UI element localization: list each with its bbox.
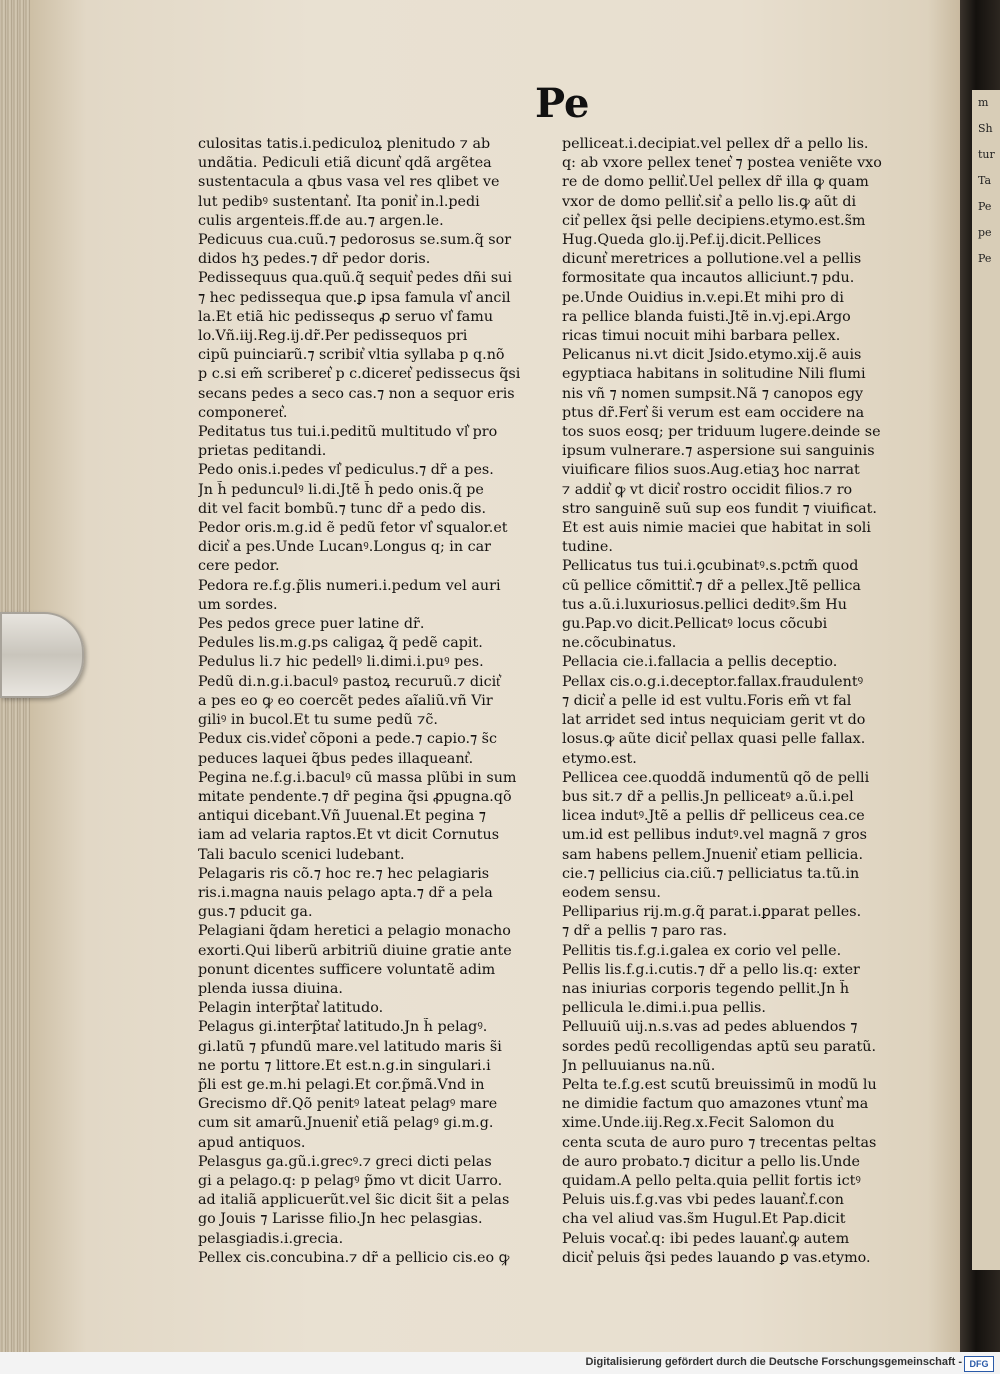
text-line: iam ad velaria raptos.Et vt dicit Cornutus	[198, 827, 500, 844]
text-line: quidam.A pello pelta.quia pellit fortis ictꝰ	[562, 1172, 861, 1189]
text-line: Pellitis tis.f.g.i.galea ex corio vel pelle.	[562, 942, 842, 959]
footer-bar	[0, 1352, 1000, 1374]
text-line: Et est auis nimie maciei que habitat in soli	[562, 520, 871, 537]
text-line: Pedũ di.n.g.i.baculꝰ pastoꝝ recuruũ.⁊ dicit͛	[198, 673, 501, 690]
text-line: ad italiã applicuerũt.vel s̃ic dicit s̃it a pelas	[198, 1192, 510, 1209]
text-line: Pellacia cie.i.fallacia a pellis deceptio.	[562, 654, 838, 671]
text-line: Pedux cis.videt͛ cõponi a pede.⁊ capio.⁊ s̃c	[198, 731, 497, 748]
text-line: Pelagin interp̃tat͛ latitudo.	[198, 1000, 384, 1017]
text-line: ptus dr̃.Fert͛ s̃i verum est eam occidere na	[562, 404, 865, 421]
text-line: ne portu ⁊ littore.Et est.n.g.in singulari.i	[198, 1057, 491, 1074]
text-line: Hug.Queda glo.ij.Pef.ij.dicit.Pellices	[562, 232, 822, 249]
text-line: cũ pellice cõmittit͛.⁊ dr̃ a pellex.Jtẽ pellica	[562, 577, 861, 594]
text-line: dicunt͛ meretrices a pollutione.vel a pellis	[562, 251, 862, 268]
footer-credit: Digitalisierung gefördert durch die Deutsche Forschungsgemeinschaft -	[585, 1356, 962, 1368]
text-line: Tali baculo scenici ludebant.	[198, 846, 405, 863]
text-line: dit vel facit bombũ.⁊ tunc dr̃ a pedo dis.	[198, 500, 487, 517]
text-line: prietas peditandi.	[198, 443, 327, 460]
text-line: dicit͛ peluis q̃si pedes lauando ꝑ vas.etymo.	[562, 1249, 871, 1266]
next-page-edge	[972, 90, 1000, 1270]
page-clip	[0, 612, 84, 698]
next-page-fragment: m	[978, 96, 989, 109]
text-line: cie.⁊ pellicius cia.ciũ.⁊ pelliciatus ta.tũ.in	[562, 865, 860, 882]
text-line: componeret͛.	[198, 404, 288, 421]
text-line: nas iniurias corporis tegendo pellit.Jn h̃	[562, 980, 850, 997]
text-line: tus a.ũ.i.luxuriosus.pellici deditꝰ.s̃m Hu	[562, 596, 847, 613]
text-line: nis vñ ⁊ nomen sumpsit.Nã ⁊ canopos egy	[562, 385, 864, 402]
text-line: bus sit.⁊ dr̃ a pellis.Jn pelliceatꝰ a.ũ.i.pel	[562, 788, 854, 805]
text-line: Pelagaris ris cõ.⁊ hoc re.⁊ hec pelagiaris	[198, 865, 490, 882]
text-line: Pedora re.f.g.p̃lis numeri.i.pedum vel auri	[198, 577, 501, 594]
text-line: exorti.Qui liberũ arbitriũ diuine gratie ante	[198, 942, 512, 959]
text-line: ponunt dicentes sufficere voluntatẽ adim	[198, 961, 496, 978]
text-line: pelasgiadis.i.grecia.	[198, 1230, 344, 1247]
text-line: ris.i.magna nauis pelago apta.⁊ dr̃ a pela	[198, 884, 493, 901]
text-line: um.id est pellibus indutꝰ.vel magnã ⁊ gros	[562, 827, 867, 844]
text-line: sordes pedũ recolligendas aptũ seu paratũ.	[562, 1038, 877, 1055]
text-line: pellicula le.dimi.i.pua pellis.	[562, 1000, 766, 1017]
text-line: q: ab vxore pellex tenet͛ ⁊ postea veniẽte vxo	[562, 155, 882, 172]
text-line: ⁊ dr̃ a pellis ⁊ paro ras.	[562, 923, 728, 940]
text-line: cha vel aliud vas.s̃m Hugul.Et Pap.dicit	[562, 1211, 846, 1228]
text-line: Peluis vocat͛.q: ibi pedes lauant͛.ꝙ autem	[562, 1230, 850, 1247]
text-line: apud antiquos.	[198, 1134, 306, 1151]
text-line: tos suos eosq; per triduum lugere.deinde se	[562, 424, 881, 441]
text-line: viuificare filios suos.Aug.etiaʒ hoc narrat	[562, 462, 860, 479]
text-line: secans pedes a seco cas.⁊ non a sequor eris	[198, 385, 515, 402]
text-line: Pes pedos grece puer latine dr̃.	[198, 616, 425, 633]
text-line: Pedo onis.i.pedes vl͛ pediculus.⁊ dr̃ a pes.	[198, 462, 494, 479]
text-line: Pellax cis.o.g.i.deceptor.fallax.fraudulentꝰ	[562, 673, 864, 690]
text-line: p c.si em̃ scriberet͛ p c.diceret͛ pedissecus q̃si	[198, 366, 521, 383]
text-line: a pes eo ꝙ eo coercẽt pedes aĩaliũ.vñ Vir	[198, 692, 493, 709]
text-line: lut pedibꝰ sustentant͛. Ita ponit͛ in.l.pedi	[198, 193, 480, 210]
text-line: etymo.est.	[562, 750, 637, 767]
next-page-fragment: tur	[978, 148, 995, 161]
text-line: lo.Vñ.iij.Reg.ij.dr̃.Per pedissequos pri	[198, 328, 468, 345]
next-page-fragment: Pe	[978, 200, 992, 213]
next-page-fragment: pe	[978, 226, 992, 239]
text-line: Jn h̃ pedunculꝰ li.di.Jtẽ h̃ pedo onis.q̃ pe	[198, 481, 484, 498]
next-page-fragment: Pe	[978, 252, 992, 265]
text-line: Peluis uis.f.g.vas vbi pedes lauant͛.f.con	[562, 1192, 844, 1209]
text-line: Peditatus tus tui.i.peditũ multitudo vl͛ pro	[198, 424, 498, 441]
text-line: tudine.	[562, 539, 613, 556]
text-line: Pelagus gi.interp̃tat͛ latitudo.Jn h̃ pelagꝰ.	[198, 1019, 488, 1036]
text-line: Pedicuus cua.cuũ.⁊ pedorosus se.sum.q̃ sor	[198, 232, 512, 249]
next-page-fragment: Ta	[978, 174, 992, 187]
text-line: stro sanguinẽ suũ sup eos fundit ⁊ viuificat.	[562, 500, 877, 517]
text-line: Pelicanus ni.vt dicit Jsido.etymo.xij.ẽ auis	[562, 347, 862, 364]
text-line: sam habens pellem.Jnuenit͛ etiam pellicia.	[562, 846, 864, 863]
text-line: Pedissequus qua.quũ.q̃ sequit͛ pedes dñi sui	[198, 270, 512, 287]
text-line: re de domo pellit͛.Uel pellex dr̃ illa ꝙ quam	[562, 174, 869, 191]
text-line: lat arridet sed intus nequiciam gerit vt do	[562, 712, 866, 729]
text-line: formositate qua incautos alliciunt.⁊ pdu.	[562, 270, 855, 287]
text-line: gi a pelago.q: p pelagꝰ p̃mo vt dicit Uarro.	[198, 1172, 503, 1189]
text-line: pe.Unde Ouidius in.v.epi.Et mihi pro di	[562, 289, 844, 306]
text-line: p̃li est ge.m.hi pelagi.Et cor.p̃mã.Vnd in	[198, 1076, 485, 1093]
text-line: licea indutꝰ.Jtẽ a pellis dr̃ pelliceus cea.ce	[562, 808, 865, 825]
text-line: Pedulus li.⁊ hic pedellꝰ li.dimi.i.puꝰ pes.	[198, 654, 484, 671]
text-line: Pelta te.f.g.est scutũ breuissimũ in modũ lu	[562, 1076, 877, 1093]
text-line: didos hʒ pedes.⁊ dr̃ pedor doris.	[198, 251, 431, 268]
text-line: ⁊ dicit͛ a pelle id est vultu.Foris em̃ vt fal	[562, 692, 852, 709]
text-line: Pellicea cee.quoddã indumentũ qõ de pelli	[562, 769, 870, 786]
text-line: ⁊ hec pedissequa que.ꝑ ipsa famula vl͛ ancil	[198, 289, 511, 306]
next-page-fragment: Sh	[978, 122, 993, 135]
text-line: um sordes.	[198, 596, 278, 613]
text-line: ra pellice blanda fuisti.Jtẽ in.vj.epi.Argo	[562, 308, 851, 325]
text-line: losus.ꝙ aũte dicit͛ pellax quasi pelle fallax.	[562, 731, 866, 748]
text-line: go Jouis ⁊ Larisse filio.Jn hec pelasgias.	[198, 1211, 483, 1228]
text-line: egyptiaca habitans in solitudine Nili flumi	[562, 366, 866, 383]
text-line: peduces laquei q̃bus pedes illaqueant͛.	[198, 750, 474, 767]
text-line: culis argenteis.ff.de au.⁊ argen.le.	[198, 212, 444, 229]
text-line: plenda iussa diuina.	[198, 980, 343, 997]
text-line: Pelluuiũ uij.n.s.vas ad pedes abluendos ⁊	[562, 1019, 858, 1036]
text-line: antiqui dicebant.Vñ Juuenal.Et pegina ⁊	[198, 808, 486, 825]
text-line: cit͛ pellex q̃si pelle decipiens.etymo.est.s̃m	[562, 212, 866, 229]
text-line: Pegina ne.f.g.i.baculꝰ cũ massa plũbi in sum	[198, 769, 517, 786]
text-line: culositas tatis.i.pediculoꝝ plenitudo ⁊ ab	[198, 136, 491, 152]
text-line: xime.Unde.iij.Reg.x.Fecit Salomon du	[562, 1115, 835, 1132]
text-line: ⁊ addit͛ ꝙ vt dicit͛ rostro occidit filios.⁊ ro	[562, 481, 853, 498]
text-line: ne dimidie factum quo amazones vtunt͛ ma	[562, 1096, 869, 1113]
text-line: Jn pelluuianus na.nũ.	[562, 1057, 716, 1074]
left-text-column	[198, 135, 543, 1268]
text-line: Pelasgus ga.gũ.i.grecꝰ.⁊ greci dicti pelas	[198, 1153, 492, 1170]
text-line: undãtia. Pediculi etiã dicunt͛ qdã argẽtea	[198, 155, 492, 172]
text-line: Pelliparius rij.m.g.q̃ parat.i.ꝑparat pelles.	[562, 904, 862, 921]
text-line: ne.cõcubinatus.	[562, 635, 677, 652]
text-line: gu.Pap.vo dicit.Pellicatꝰ locus cõcubi	[562, 616, 828, 633]
text-line: eodem sensu.	[562, 884, 661, 901]
text-line: giliꝰ in bucol.Et tu sume pedũ ⁊c̃.	[198, 712, 438, 729]
text-line: la.Et etiã hic pedissequs ꝓ seruo vl͛ famu	[198, 308, 494, 325]
running-head: Pe	[535, 80, 590, 127]
text-line: gus.⁊ pducit ga.	[198, 904, 313, 921]
text-line: Pellis lis.f.g.i.cutis.⁊ dr̃ a pello lis.q: exter	[562, 961, 860, 978]
text-line: cipũ puinciarũ.⁊ scribit͛ vltia syllaba p q.nõ	[198, 347, 505, 364]
text-line: ipsum vulnerare.⁊ aspersione sui sanguinis	[562, 443, 875, 460]
text-line: mitate pendente.⁊ dr̃ pegina q̃si ꝓpugna.qõ	[198, 788, 512, 805]
dfg-logo[interactable]: DFG	[964, 1356, 994, 1372]
text-line: Pellicatus tus tui.i.ꝯcubinatꝰ.s.pctm̃ quod	[562, 558, 859, 575]
text-line: Pellex cis.concubina.⁊ dr̃ a pellicio cis.eo ꝙ	[198, 1249, 510, 1266]
text-line: Grecismo dr̃.Qõ penitꝰ lateat pelagꝰ mare	[198, 1096, 498, 1113]
text-line: vxor de domo pellit͛.sit͛ a pello lis.ꝙ aũt di	[562, 193, 857, 210]
text-line: ricas timui nocuit mihi barbara pellex.	[562, 328, 841, 345]
text-line: cum sit amarũ.Jnuenit͛ etiã pelagꝰ gi.m.g.	[198, 1115, 494, 1132]
text-line: centa scuta de auro puro ⁊ trecentas peltas	[562, 1134, 877, 1151]
text-line: dicit͛ a pes.Unde Lucanꝰ.Longus q; in car	[198, 539, 491, 556]
text-line: Pedor oris.m.g.id ẽ pedũ fetor vl͛ squalor.et	[198, 520, 508, 537]
text-line: de auro probato.⁊ dicitur a pello lis.Unde	[562, 1153, 860, 1170]
text-line: Pedules lis.m.g.ps caligaꝝ q̃ pedẽ capit.	[198, 635, 483, 652]
text-line: Pelagiani q̃dam heretici a pelagio monacho	[198, 923, 511, 940]
right-text-column	[562, 135, 902, 1268]
text-line: cere pedor.	[198, 558, 280, 575]
text-line: pelliceat.i.decipiat.vel pellex dr̃ a pello lis.	[562, 136, 869, 152]
text-line: sustentacula a qbus vasa vel res qlibet ve	[198, 174, 500, 191]
text-line: gi.latũ ⁊ pfundũ mare.vel latitudo maris s̃i	[198, 1038, 502, 1055]
